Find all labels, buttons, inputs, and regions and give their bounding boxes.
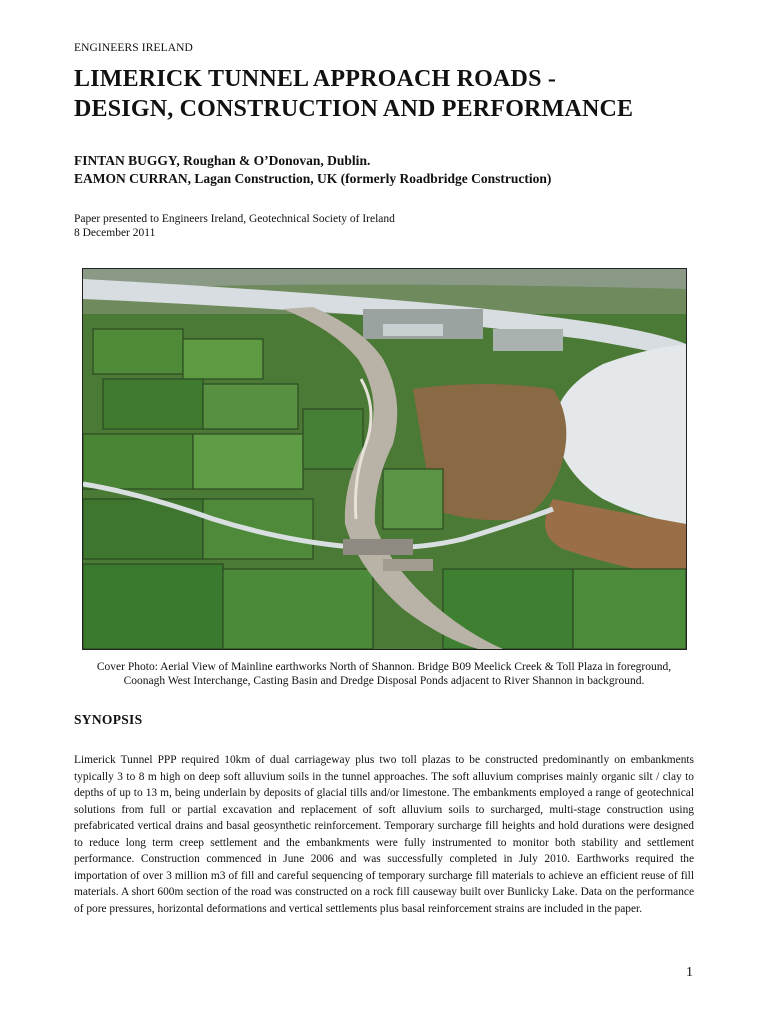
presentation-date: 8 December 2011 xyxy=(74,227,156,239)
presentation-note xyxy=(74,212,395,240)
cover-photo xyxy=(82,268,687,650)
photo-caption xyxy=(60,660,708,688)
author-list xyxy=(74,152,551,188)
author-2: EAMON CURRAN, Lagan Construction, UK (formerly Roadbridge Construction) xyxy=(74,171,552,186)
page-number: 1 xyxy=(686,965,693,980)
synopsis-text: Limerick Tunnel PPP required 10km of dual carriageway plus two toll plazas to be constructed predominantly on embankments typically 3 to 8 m high on deep soft alluvium soils in the tunnel approaches. The soft alluvium comprises mainly organic silt / clay to depths of up to 13 m, being underlain by deposits of glacial tills and/or limestone. The embankments employed a range of geotechnical solutions from full or partial excavation and replacement of soft alluvium soils to surcharged, multi-stage construction using prefabricated vertical drains and basal geosynthetic reinforcement. Temporary surcharge fill heights and hold durations were designed to reduce long term creep settlement and the embankments were fully instrumented to monitor both stability and settlement performance. Construction commenced in June 2006 and was successfully completed in July 2010. Earthworks required the importation of over 3 million m3 of fill and careful sequencing of temporary surcharge fill materials to achieve an efficient reuse of fill materials. A short 600m section of the road was constructed on a rock fill causeway built over Bunlicky Lake. Data on the performance of pore pressures, horizontal deformations and vertical settlements plus basal reinforcement strains are included in the paper. xyxy=(74,754,694,915)
presentation-venue: Paper presented to Engineers Ireland, Geotechnical Society of Ireland xyxy=(74,213,395,225)
caption-line-2: Coonagh West Interchange, Casting Basin and Dredge Disposal Ponds adjacent to River Shannon in background. xyxy=(123,675,645,687)
aerial-view-illustration xyxy=(83,269,686,649)
title-line-2: DESIGN, CONSTRUCTION AND PERFORMANCE xyxy=(74,96,634,122)
caption-line-1: Cover Photo: Aerial View of Mainline earthworks North of Shannon. Bridge B09 Meelick Creek & Toll Plaza in foreground, xyxy=(96,661,672,673)
title-line-1: LIMERICK TUNNEL APPROACH ROADS - xyxy=(74,66,557,92)
organization-header: ENGINEERS IRELAND xyxy=(74,42,193,54)
paper-title xyxy=(74,64,714,124)
author-1: FINTAN BUGGY, Roughan & O’Donovan, Dublin. xyxy=(74,153,371,168)
synopsis-heading: SYNOPSIS xyxy=(74,712,143,727)
